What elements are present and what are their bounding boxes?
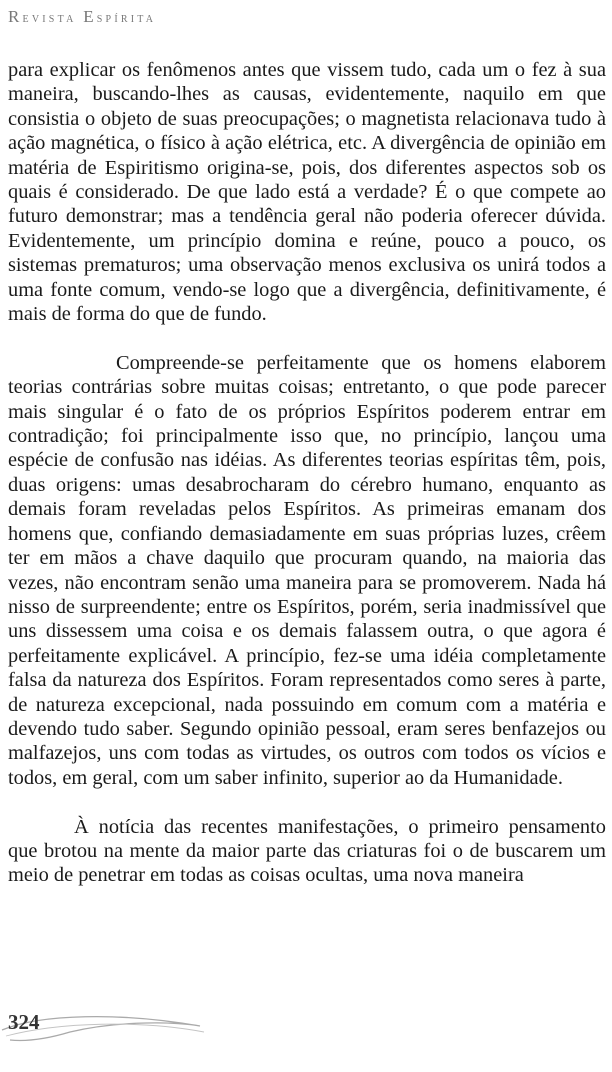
running-head-initial-1: R <box>8 7 23 26</box>
running-head <box>8 7 156 27</box>
running-head-word-1: evista <box>22 11 77 26</box>
running-head-word-2: spírita <box>96 11 157 26</box>
body-text <box>8 58 606 888</box>
page-number: 324 <box>8 1010 40 1034</box>
paragraph-3: À notícia das recentes manifestações, o primeiro pensamento que brotou na mente da maior parte das criaturas foi o de buscarem um meio de penetrar em todas as coisas ocultas, uma nova maneira <box>8 815 606 887</box>
paragraph-1: para explicar os fenômenos antes que vissem tudo, cada um o fez à sua maneira, buscando-lhes as causas, evidentemente, naquilo em que consistia o objeto de suas preocupações; o magnetista relacionava tudo à ação magnética, o físico à ação elétrica, etc. A divergência de opinião em matéria de Espiritismo origina-se, pois, dos diferentes aspectos sob os quais é considerado. De que lado está a verdade? É o que compete ao futuro demonstrar; mas a tendência geral não poderia oferecer dúvida. Evidentemente, um princípio domina e reúne, pouco a pouco, os sistemas prematuros; uma observação menos exclusiva os unirá todos a uma fonte comum, vendo-se logo que a divergência, definitivamente, é mais de forma do que de fundo. <box>8 59 606 326</box>
paragraph-2: Compreende-se perfeitamente que os homens elaborem teorias contrárias sobre muitas coisas; entretanto, o que pode parecer mais singular é o fato de os próprios Espíritos poderem entrar em contradição; foi principalmente isso que, no princípio, lançou uma espécie de confusão nas idéias. As diferentes teorias espíritas têm, pois, duas origens: umas desabrocharam do cérebro humano, enquanto as demais foram reveladas pelos Espíritos. As primeiras emanam dos homens que, confiando demasiadamente em suas próprias luzes, crêem ter em mãos a chave daquilo que procuram quando, na maioria das vezes, não encontram senão uma maneira para se promoverem. Nada há nisso de surpreendente; entre os Espíritos, porém, seria inadmissível que uns dissessem uma coisa e os demais falassem outra, o que agora é perfeitamente explicável. A princípio, fez-se uma idéia completamente falsa da natureza dos Espíritos. Foram representados como seres à parte, de natureza excepcional, nada possuindo em comum com a matéria e devendo tudo saber. Segundo opinião pessoal, eram seres benfazejos ou malfazejos, uns com todas as virtudes, os outros com todos os vícios e todos, em geral, com um saber infinito, superior ao da Humanidade. <box>8 351 606 789</box>
running-head-initial-2: E <box>83 7 97 26</box>
